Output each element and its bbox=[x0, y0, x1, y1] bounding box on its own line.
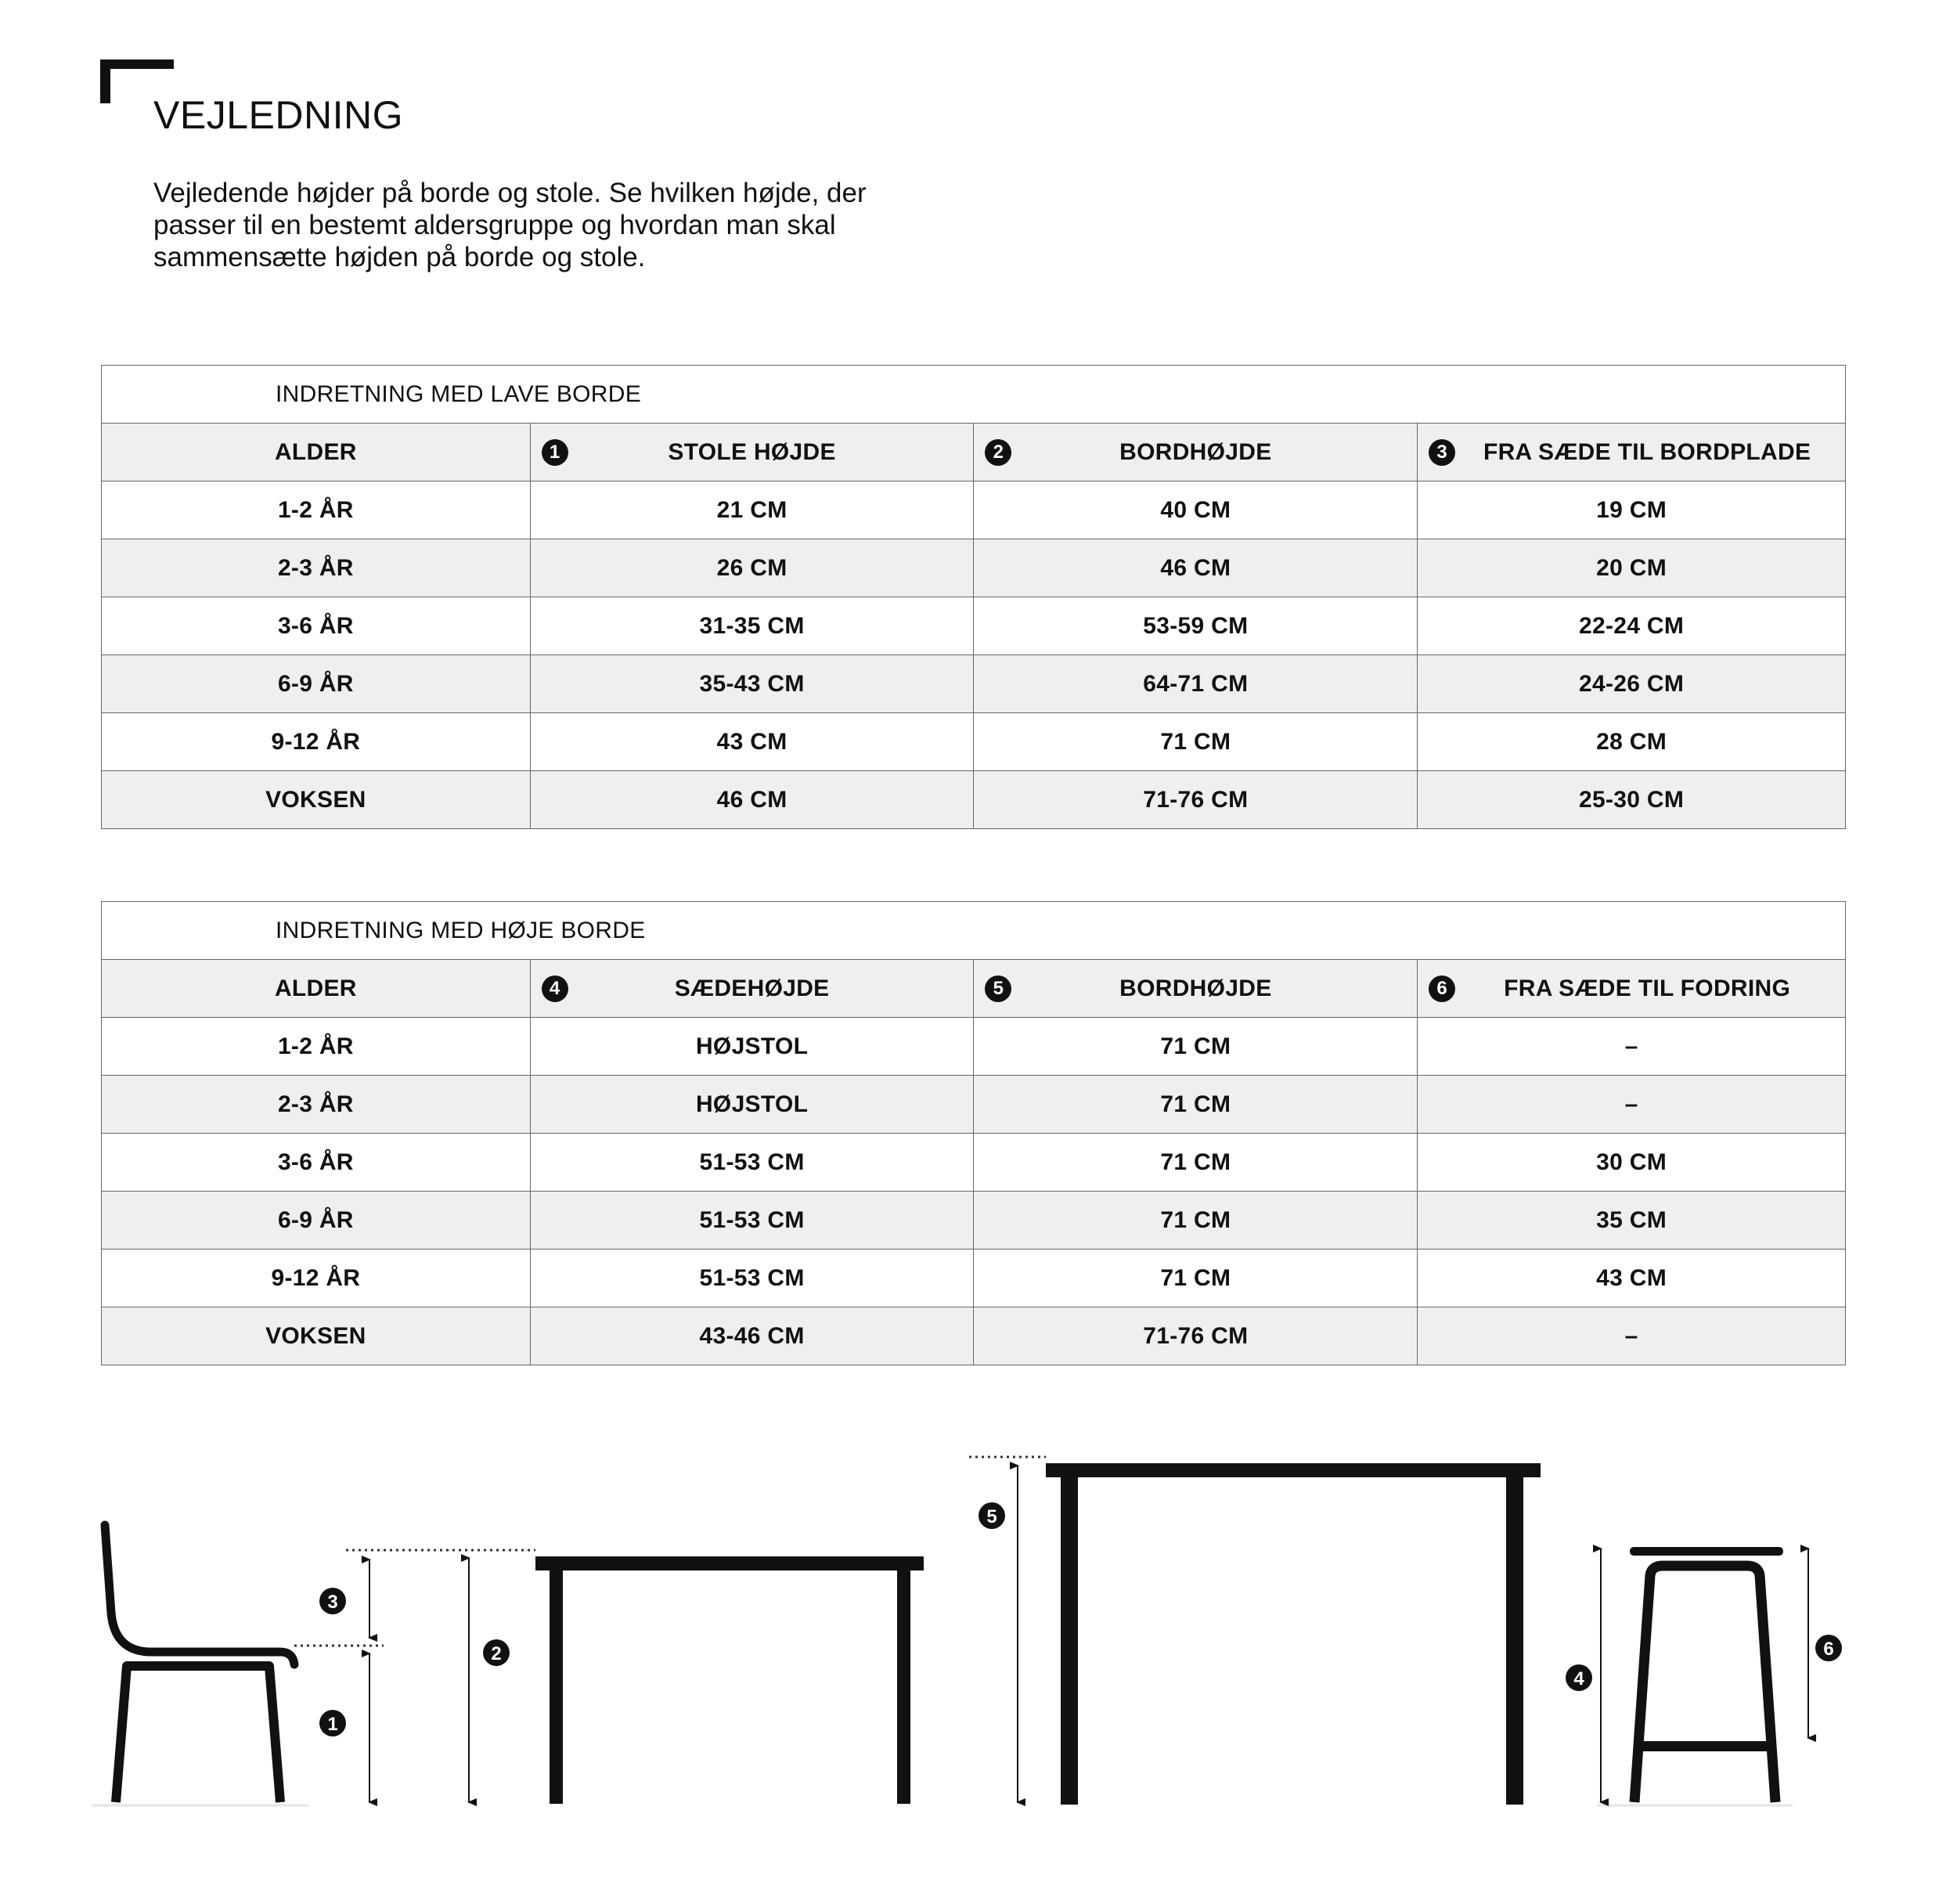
header-label: BORDHØJDE bbox=[1119, 975, 1272, 1001]
cell-value: 35 CM bbox=[1418, 1192, 1846, 1250]
cell-value: 51-53 CM bbox=[530, 1192, 974, 1250]
table-row bbox=[102, 481, 1846, 539]
cell-age: 9-12 ÅR bbox=[102, 1250, 531, 1307]
table-row bbox=[102, 1134, 1846, 1192]
cell-value: 21 CM bbox=[530, 481, 974, 539]
cell-value: 71-76 CM bbox=[974, 771, 1418, 829]
diagram-marker-5 bbox=[979, 1502, 1005, 1529]
chair-icon bbox=[105, 1525, 294, 1802]
cell-value: 64-71 CM bbox=[974, 655, 1418, 713]
cell-age: 2-3 ÅR bbox=[102, 1076, 531, 1134]
cell-value: 71 CM bbox=[974, 1250, 1418, 1307]
cell-age: 1-2 ÅR bbox=[102, 481, 531, 539]
diagram-marker-6 bbox=[1815, 1635, 1842, 1661]
cell-value: 43 CM bbox=[1418, 1250, 1846, 1307]
bar-stool-icon bbox=[1630, 1547, 1783, 1802]
table-row bbox=[102, 597, 1846, 655]
table-row bbox=[102, 1192, 1846, 1250]
cell-value: 46 CM bbox=[974, 539, 1418, 597]
header-label: FRA SÆDE TIL FODRING bbox=[1504, 975, 1791, 1001]
cell-value: 22-24 CM bbox=[1418, 597, 1846, 655]
table-row bbox=[102, 1250, 1846, 1307]
intro-line: Vejledende højder på borde og stole. Se hvilken højde, der bbox=[153, 178, 867, 208]
header-table-height bbox=[974, 424, 1418, 481]
table-row bbox=[102, 1018, 1846, 1076]
svg-text:3: 3 bbox=[327, 1592, 338, 1613]
cell-value: 35-43 CM bbox=[530, 655, 974, 713]
number-badge-icon: 4 bbox=[542, 975, 568, 1002]
cell-age: 2-3 ÅR bbox=[102, 539, 531, 597]
low-tables-table bbox=[101, 365, 1846, 829]
cell-age: 6-9 ÅR bbox=[102, 655, 531, 713]
cell-value: HØJSTOL bbox=[530, 1076, 974, 1134]
table-row bbox=[102, 1076, 1846, 1134]
cell-value: 71 CM bbox=[974, 1018, 1418, 1076]
number-badge-icon: 1 bbox=[542, 439, 568, 466]
cell-value: 46 CM bbox=[530, 771, 974, 829]
header-label: SÆDEHØJDE bbox=[674, 975, 830, 1001]
header-age: ALDER bbox=[102, 960, 531, 1018]
header-age: ALDER bbox=[102, 424, 531, 481]
number-badge-icon: 6 bbox=[1429, 975, 1455, 1002]
low-table-icon bbox=[535, 1556, 924, 1804]
cell-value: 24-26 CM bbox=[1418, 655, 1846, 713]
diagram-marker-4 bbox=[1566, 1664, 1592, 1691]
cell-value: 51-53 CM bbox=[530, 1134, 974, 1192]
cell-value: – bbox=[1418, 1076, 1846, 1134]
svg-text:2: 2 bbox=[491, 1643, 502, 1664]
table-row bbox=[102, 713, 1846, 771]
cell-value: 31-35 CM bbox=[530, 597, 974, 655]
header-label: BORDHØJDE bbox=[1119, 438, 1272, 465]
cell-value: 40 CM bbox=[974, 481, 1418, 539]
page-title: VEJLEDNING bbox=[153, 93, 403, 137]
cell-value: 53-59 CM bbox=[974, 597, 1418, 655]
cell-age: 9-12 ÅR bbox=[102, 713, 531, 771]
header-label: FRA SÆDE TIL BORDPLADE bbox=[1483, 438, 1811, 465]
svg-text:1: 1 bbox=[327, 1714, 338, 1735]
cell-value: 26 CM bbox=[530, 539, 974, 597]
cell-value: 20 CM bbox=[1418, 539, 1846, 597]
cell-value: 43-46 CM bbox=[530, 1307, 974, 1365]
high-tables-table bbox=[101, 901, 1846, 1365]
cell-value: 71 CM bbox=[974, 1134, 1418, 1192]
intro-line: sammensætte højden på borde og stole. bbox=[153, 242, 646, 272]
cell-age: 3-6 ÅR bbox=[102, 1134, 531, 1192]
cell-value: 43 CM bbox=[530, 713, 974, 771]
table-caption: INDRETNING MED LAVE BORDE bbox=[102, 366, 1846, 424]
svg-text:6: 6 bbox=[1823, 1639, 1834, 1660]
header-seat-to-tabletop bbox=[1418, 424, 1846, 481]
number-badge-icon: 2 bbox=[985, 439, 1011, 466]
number-badge-icon: 3 bbox=[1429, 439, 1455, 466]
cell-age: 1-2 ÅR bbox=[102, 1018, 531, 1076]
cell-age: VOKSEN bbox=[102, 771, 531, 829]
cell-value: 19 CM bbox=[1418, 481, 1846, 539]
diagram-marker-3 bbox=[319, 1588, 346, 1614]
header-seat-height bbox=[530, 960, 974, 1018]
cell-age: VOKSEN bbox=[102, 1307, 531, 1365]
header-chair-height bbox=[530, 424, 974, 481]
cell-value: 71 CM bbox=[974, 1192, 1418, 1250]
intro-line: passer til en bestemt aldersgruppe og hvordan man skal bbox=[153, 210, 836, 240]
cell-value: 51-53 CM bbox=[530, 1250, 974, 1307]
cell-value: – bbox=[1418, 1307, 1846, 1365]
cell-age: 6-9 ÅR bbox=[102, 1192, 531, 1250]
svg-text:4: 4 bbox=[1573, 1668, 1584, 1689]
table-row bbox=[102, 655, 1846, 713]
cell-value: – bbox=[1418, 1018, 1846, 1076]
table-row bbox=[102, 1307, 1846, 1365]
cell-value: 28 CM bbox=[1418, 713, 1846, 771]
cell-value: 71-76 CM bbox=[974, 1307, 1418, 1365]
header-seat-to-footring bbox=[1418, 960, 1846, 1018]
svg-text:5: 5 bbox=[986, 1506, 997, 1527]
cell-value: 30 CM bbox=[1418, 1134, 1846, 1192]
cell-value: 71 CM bbox=[974, 1076, 1418, 1134]
table-caption: INDRETNING MED HØJE BORDE bbox=[102, 902, 1846, 960]
header-label: STOLE HØJDE bbox=[668, 438, 836, 465]
cell-age: 3-6 ÅR bbox=[102, 597, 531, 655]
furniture-dimension-diagram bbox=[0, 1425, 1957, 1848]
header-table-height bbox=[974, 960, 1418, 1018]
cell-value: HØJSTOL bbox=[530, 1018, 974, 1076]
intro-text bbox=[153, 177, 936, 273]
cell-value: 71 CM bbox=[974, 713, 1418, 771]
cell-value: 25-30 CM bbox=[1418, 771, 1846, 829]
diagram-marker-1 bbox=[319, 1710, 346, 1736]
table-row bbox=[102, 539, 1846, 597]
table-header-row bbox=[102, 960, 1846, 1018]
table-header-row bbox=[102, 424, 1846, 481]
diagram-marker-2 bbox=[483, 1639, 510, 1666]
high-table-icon bbox=[1046, 1463, 1541, 1805]
number-badge-icon: 5 bbox=[985, 975, 1011, 1002]
table-row bbox=[102, 771, 1846, 829]
